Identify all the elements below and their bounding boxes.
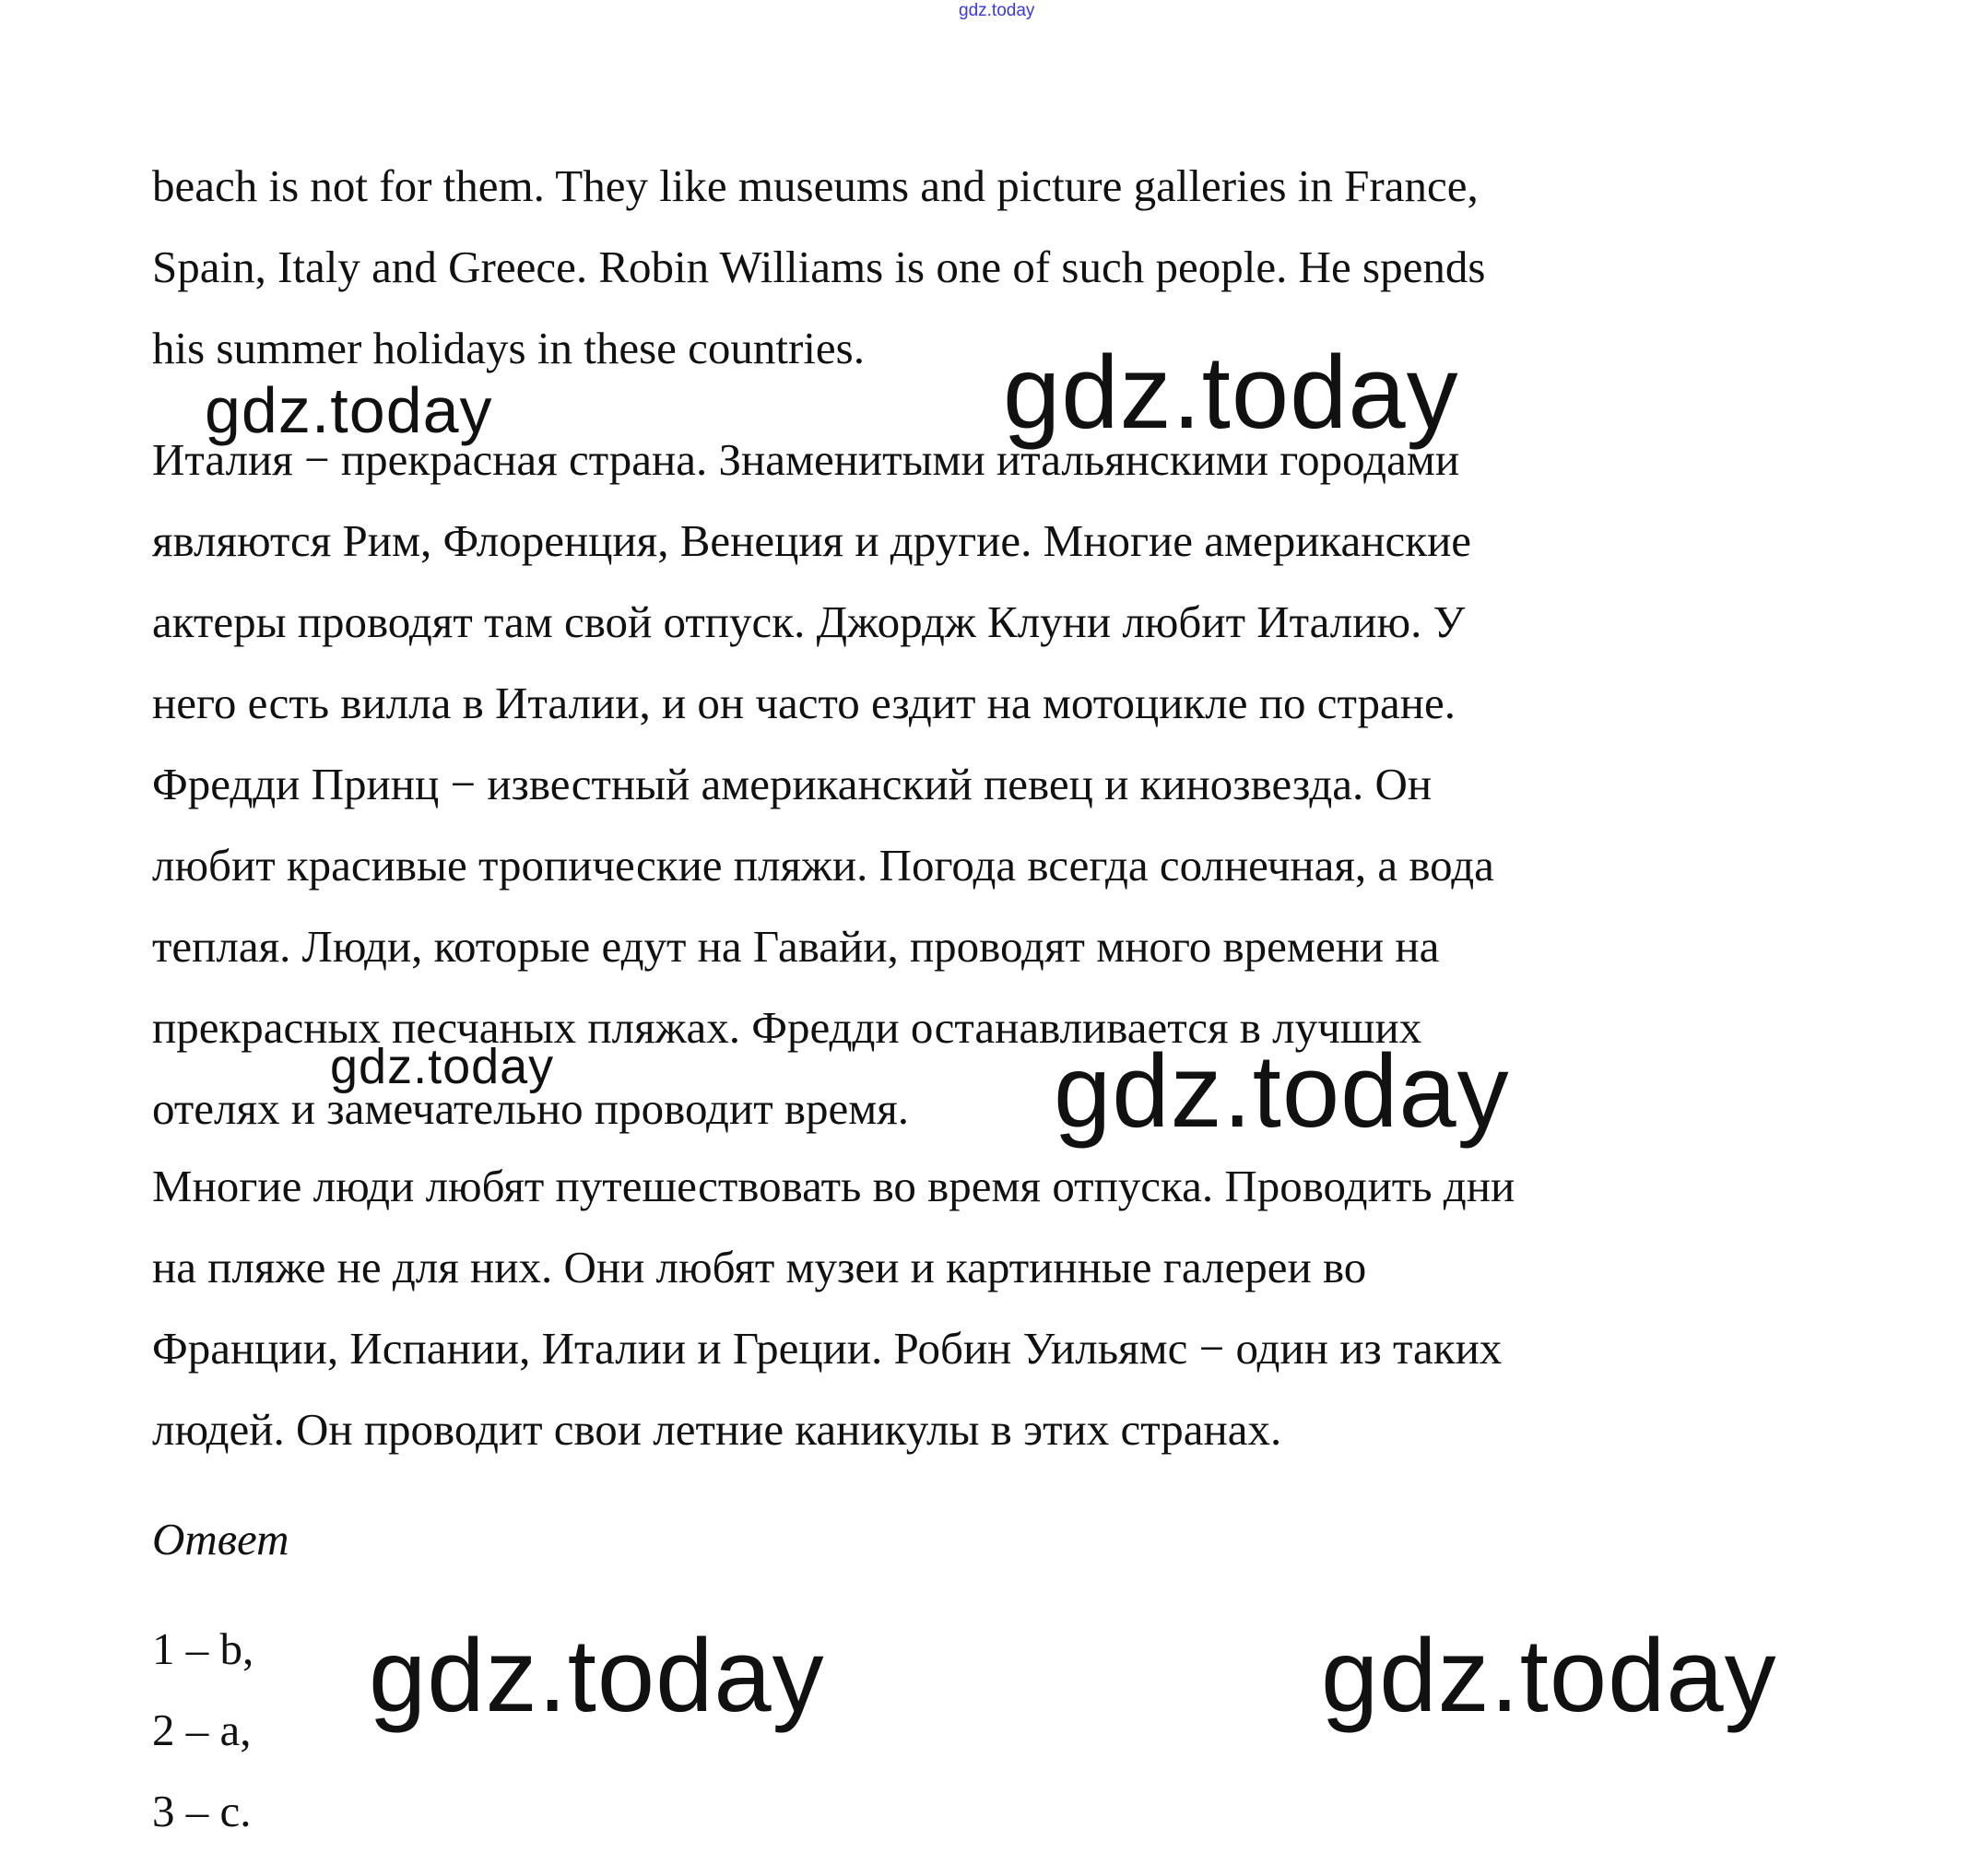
text-line: his summer holidays in these countries. (152, 323, 865, 373)
watermark: gdz.today (330, 1039, 555, 1094)
text-line: прекрасных песчаных пляжах. Фредди останавливается в лучших (152, 1002, 1422, 1053)
text-line: теплая. Люди, которые едут на Гавайи, проводят много времени на (152, 921, 1440, 972)
text-line: Фредди Принц − известный американский певец и кинозвезда. Он (152, 759, 1433, 809)
answer-heading: Ответ (152, 1514, 289, 1564)
text-line: него есть вилла в Италии, и он часто ездит на мотоцикле по стране. (152, 678, 1456, 728)
answer-item: 1 – b, (152, 1623, 254, 1674)
text-line: отелях и замечательно проводит время. (152, 1083, 910, 1134)
watermark: gdz.today (1321, 1618, 1777, 1733)
answer-item: 2 – a, (152, 1705, 252, 1755)
watermark: gdz.today (1003, 335, 1459, 450)
text-line: любит красивые тропические пляжи. Погода всегда солнечная, а вода (152, 840, 1494, 891)
watermark-top: gdz.today (959, 1, 1035, 20)
text-line: Италия − прекрасная страна. Знаменитыми итальянскими городами (152, 434, 1460, 485)
text-line: Многие люди любят путешествовать во время отпуска. Проводить дни (152, 1161, 1515, 1211)
watermark: gdz.today (369, 1618, 825, 1733)
text-line: являются Рим, Флоренция, Венеция и другие. Многие американские (152, 515, 1472, 566)
text-line: на пляже не для них. Они любят музеи и картинные галереи во (152, 1242, 1367, 1292)
text-line: Spain, Italy and Greece. Robin Williams is one of such people. He spends (152, 242, 1486, 292)
answer-item: 3 – c. (152, 1786, 252, 1836)
text-line: людей. Он проводит свои летние каникулы в этих странах. (152, 1404, 1282, 1455)
watermark: gdz.today (1054, 1033, 1510, 1149)
watermark: gdz.today (205, 374, 493, 446)
text-line: beach is not for them. They like museums and picture galleries in France, (152, 160, 1479, 211)
text-line: актеры проводят там свой отпуск. Джордж Клуни любит Италию. У (152, 596, 1466, 647)
text-line: Франции, Испании, Италии и Греции. Робин Уильямс − один из таких (152, 1323, 1503, 1374)
